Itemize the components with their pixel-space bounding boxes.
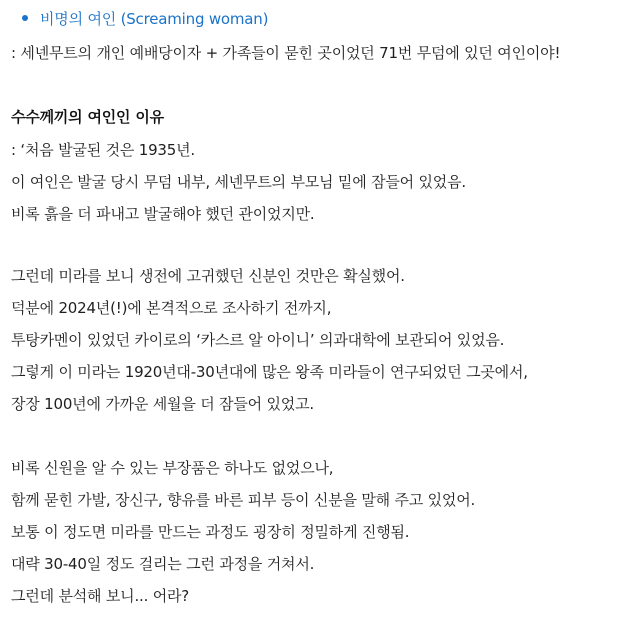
paragraph-line: 그런데 분석해 보니... 어라? xyxy=(11,587,190,605)
paragraph-line: 비록 흙을 더 파내고 발굴해야 했던 관이었지만. xyxy=(11,205,315,223)
paragraph-line: 덕분에 2024년(!)에 본격적으로 조사하기 전까지, xyxy=(11,299,332,317)
paragraph-line: 대략 30-40일 정도 걸리는 그런 과정을 거쳐서. xyxy=(11,555,315,573)
paragraph-line: 장장 100년에 가까운 세월을 더 잠들어 있었고. xyxy=(11,395,314,413)
paragraph-line: 보통 이 정도면 미라를 만드는 과정도 굉장히 정밀하게 진행됨. xyxy=(11,523,410,541)
paragraph-line: 비록 신원을 알 수 있는 부장품은 하나도 없었으나, xyxy=(11,459,334,477)
paragraph-line: 투탕카멘이 있었던 카이로의 ‘카스르 알 아이니’ 의과대학에 보관되어 있었음. xyxy=(11,331,505,349)
bullet-dot-icon xyxy=(22,15,28,21)
paragraph-line: : ‘처음 발굴된 것은 1935년. xyxy=(11,141,195,159)
section-heading: 수수께끼의 여인인 이유 xyxy=(11,108,164,126)
paragraph-line: 그렇게 이 미라는 1920년대-30년대에 많은 왕족 미라들이 연구되었던 그곳에서, xyxy=(11,363,528,381)
paragraph-line: 그런데 미라를 보니 생전에 고귀했던 신분인 것만은 확실했어. xyxy=(11,267,405,285)
intro-text: : 세넨무트의 개인 예배당이자 + 가족들이 묻힌 곳이었던 71번 무덤에 있던 여인이야! xyxy=(11,44,561,62)
bullet-item xyxy=(22,9,268,29)
paragraph-line: 함께 묻힌 가발, 장신구, 향유를 바른 피부 등이 신분을 말해 주고 있었어. xyxy=(11,491,476,509)
bullet-item-label: 비명의 여인 (Screaming woman) xyxy=(40,10,269,28)
paragraph-line: 이 여인은 발굴 당시 무덤 내부, 세넨무트의 부모님 밑에 잠들어 있었음. xyxy=(11,173,466,191)
